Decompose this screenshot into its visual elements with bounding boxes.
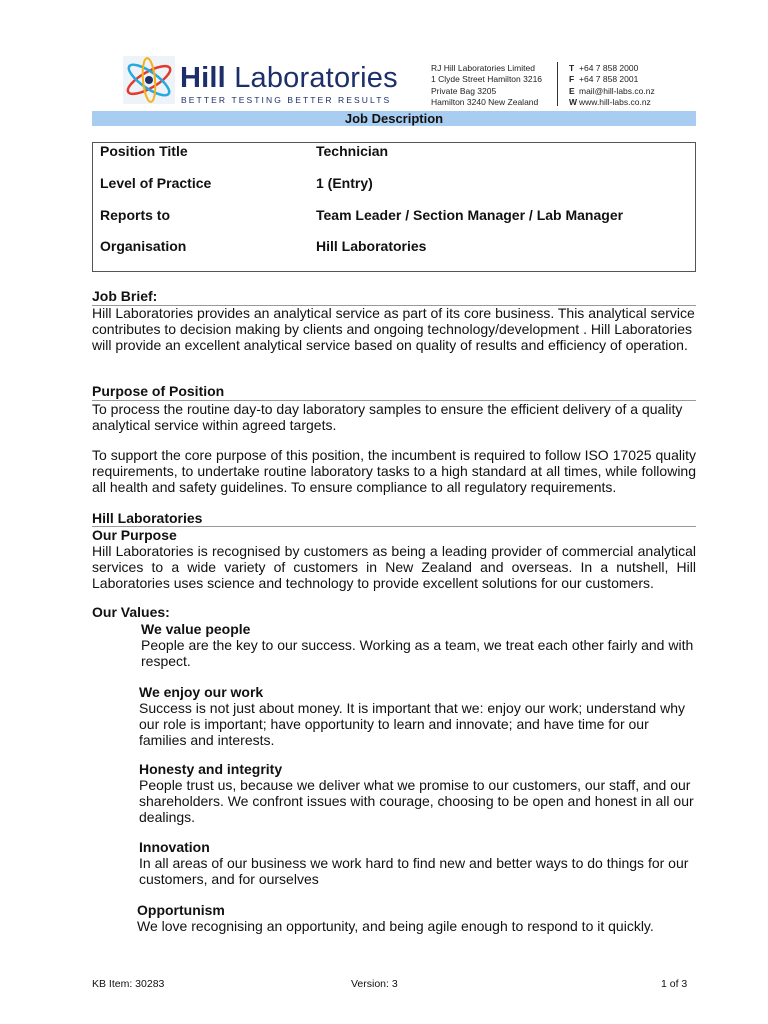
address-line: Hamilton 3240 New Zealand — [431, 96, 539, 107]
position-info-box — [92, 142, 696, 272]
info-row-position-title: Position Title Technician — [100, 143, 389, 159]
document-title-bar: Job Description — [92, 111, 696, 126]
contact-phone: T +64 7 858 2000 — [569, 63, 639, 73]
value-text: People are the key to our success. Working as a team, we treat each other fairly and with respect. — [141, 637, 694, 669]
logo-name-bold: Hill — [180, 62, 226, 94]
job-brief-text: Hill Laboratories provides an analytical service as part of its core business. This analytical service contributes to decision making by clients and ongoing technology/development . Hill Laboratories will provide an excellent analytical service based on quality of results and efficiency of operation. — [92, 305, 695, 353]
value-text: People trust us, because we deliver what we promise to our customers, our staff, and our shareholders. We confront issues with courage, choosing to be open and honest in all our dealings. — [139, 777, 694, 825]
value-text: We love recognising an opportunity, and being agile enough to respond to it quickly. — [137, 918, 654, 934]
company-address — [431, 63, 542, 108]
hill-labs-logo-icon — [123, 56, 175, 104]
logo-tagline: BETTER TESTING BETTER RESULTS — [181, 95, 392, 105]
contact-website: W www.hill-labs.co.nz — [569, 96, 651, 107]
logo-wordmark — [180, 62, 398, 95]
value-item — [141, 621, 696, 669]
company-contacts — [569, 63, 655, 108]
purpose-text-2: To support the core purpose of this position, the incumbent is required to follow ISO 17025 quality requirements, to undertake routine laboratory tasks to a high standard at all times, while following all health and safety guidelines. To ensure compliance to all regulatory requirements. — [92, 447, 696, 495]
contact-email: E mail@hill-labs.co.nz — [569, 85, 655, 96]
address-line: RJ Hill Laboratories Limited — [431, 63, 535, 73]
job-brief-heading: Job Brief: — [92, 288, 158, 304]
our-purpose-heading: Our Purpose — [92, 527, 177, 543]
section-rule — [92, 526, 696, 527]
footer-kb-item: KB Item: 30283 — [92, 978, 165, 990]
value-item — [139, 684, 694, 748]
our-purpose-text: Hill Laboratories is recognised by customers as being a leading provider of commercial analytical services to a wide variety of customers in New Zealand and overseas. In a nutshell, Hill Laboratories uses science and technology to provide excellent solutions for our customers. — [92, 543, 696, 591]
value-item — [139, 839, 694, 887]
value-text: Success is not just about money. It is important that we: enjoy our work; understand why our role is important; have opportunity to learn and innovate; and have time for our families and interests. — [139, 700, 686, 748]
footer-version: Version: 3 — [351, 978, 398, 990]
info-row-reports-to: Reports to Team Leader / Section Manager / Lab Manager — [100, 207, 624, 223]
value-text: In all areas of our business we work hard to find new and better ways to do things for our customers, and for ourselves — [139, 855, 689, 887]
value-title: Opportunism — [137, 902, 225, 918]
company-heading: Hill Laboratories — [92, 510, 203, 526]
info-row-level: Level of Practice 1 (Entry) — [100, 175, 373, 191]
values-heading: Our Values: — [92, 604, 170, 620]
value-title: Innovation — [139, 839, 210, 855]
logo-name-light: Laboratories — [234, 62, 398, 94]
purpose-heading: Purpose of Position — [92, 383, 225, 399]
value-title: We value people — [141, 621, 251, 637]
address-line: 1 Clyde Street Hamilton 3216 — [431, 74, 543, 85]
info-row-organisation: Organisation Hill Laboratories — [100, 238, 427, 254]
value-title: Honesty and integrity — [139, 761, 283, 777]
header-divider — [557, 62, 558, 106]
value-title: We enjoy our work — [139, 684, 264, 700]
address-line: Private Bag 3205 — [431, 85, 497, 96]
value-item — [139, 761, 694, 825]
value-item — [137, 902, 692, 934]
footer-page-number: 1 of 3 — [661, 978, 688, 990]
purpose-text-1: To process the routine day-to day laboratory samples to ensure the efficient delivery of a quality analytical service within agreed targets. — [92, 401, 683, 433]
contact-fax: F +64 7 858 2001 — [569, 74, 639, 85]
